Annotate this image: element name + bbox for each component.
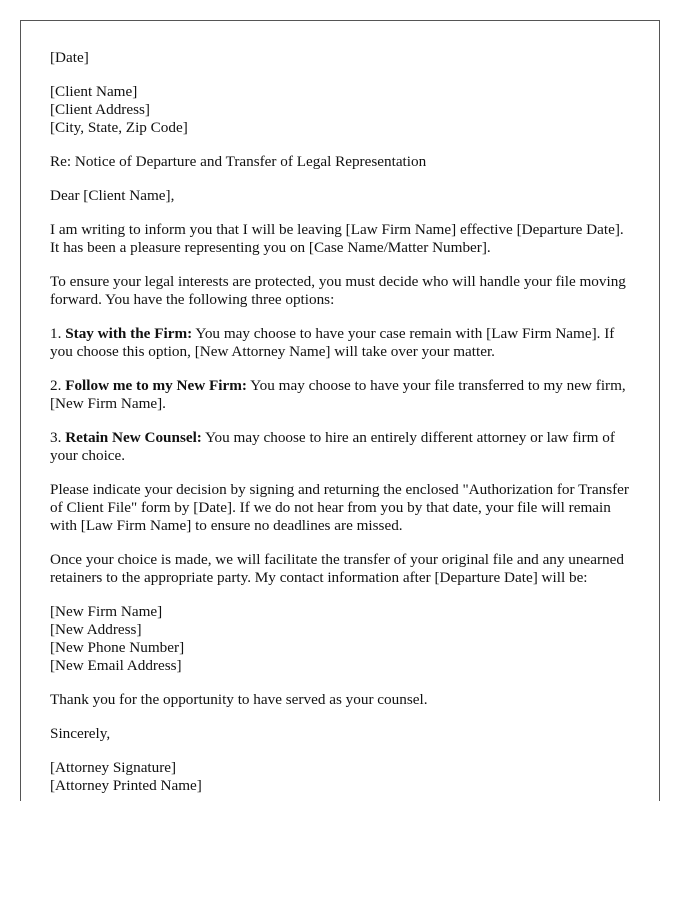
client-city-state-zip: [City, State, Zip Code] — [50, 119, 188, 136]
new-contact-block — [50, 603, 635, 675]
attorney-signature: [Attorney Signature] — [50, 759, 177, 776]
new-email: [New Email Address] — [50, 657, 182, 674]
option-title: Stay with the Firm: — [65, 325, 193, 342]
option-text: You may choose to hire an entirely different attorney or law firm of your choice. — [50, 429, 615, 464]
letter-page — [20, 20, 660, 801]
option-number: 1. — [50, 325, 62, 342]
transfer-paragraph: Once your choice is made, we will facilitate the transfer of your original file and any unearned retainers to the appropriate party. My contact information after [Departure Date] will be: — [50, 551, 624, 586]
decision-paragraph: Please indicate your decision by signing and returning the enclosed "Authorization for Transfer of Client File" form by [Date]. If we do not hear from you by that date, your file will remain with [Law Firm Name] to ensure no deadlines are missed. — [50, 481, 629, 534]
client-address-block — [50, 83, 635, 137]
option-2 — [50, 377, 635, 413]
options-intro-paragraph: To ensure your legal interests are protected, you must decide who will handle your file moving forward. You have the following three options: — [50, 273, 626, 308]
signature-block — [50, 759, 635, 795]
salutation: Dear [Client Name], — [50, 187, 175, 204]
closing: Sincerely, — [50, 725, 111, 742]
client-name: [Client Name] — [50, 83, 138, 100]
date-line: [Date] — [50, 49, 89, 66]
new-phone: [New Phone Number] — [50, 639, 185, 656]
intro-paragraph: I am writing to inform you that I will be leaving [Law Firm Name] effective [Departure Date]. It has been a pleasure representing you on [Case Name/Matter Number]. — [50, 221, 624, 256]
new-firm-name: [New Firm Name] — [50, 603, 163, 620]
thanks-paragraph: Thank you for the opportunity to have served as your counsel. — [50, 691, 428, 708]
option-number: 3. — [50, 429, 62, 446]
option-text: You may choose to have your file transferred to my new firm, [New Firm Name]. — [50, 377, 626, 412]
option-title: Follow me to my New Firm: — [65, 377, 247, 394]
subject-line: Re: Notice of Departure and Transfer of Legal Representation — [50, 153, 427, 170]
attorney-printed-name: [Attorney Printed Name] — [50, 777, 202, 794]
option-text: You may choose to have your case remain with [Law Firm Name]. If you choose this option, [New Attorney Name] will take over your matter. — [50, 325, 615, 360]
option-number: 2. — [50, 377, 62, 394]
option-1 — [50, 325, 635, 361]
client-address: [Client Address] — [50, 101, 150, 118]
new-address: [New Address] — [50, 621, 142, 638]
letter-body — [50, 49, 635, 801]
option-3 — [50, 429, 635, 465]
option-title: Retain New Counsel: — [65, 429, 202, 446]
